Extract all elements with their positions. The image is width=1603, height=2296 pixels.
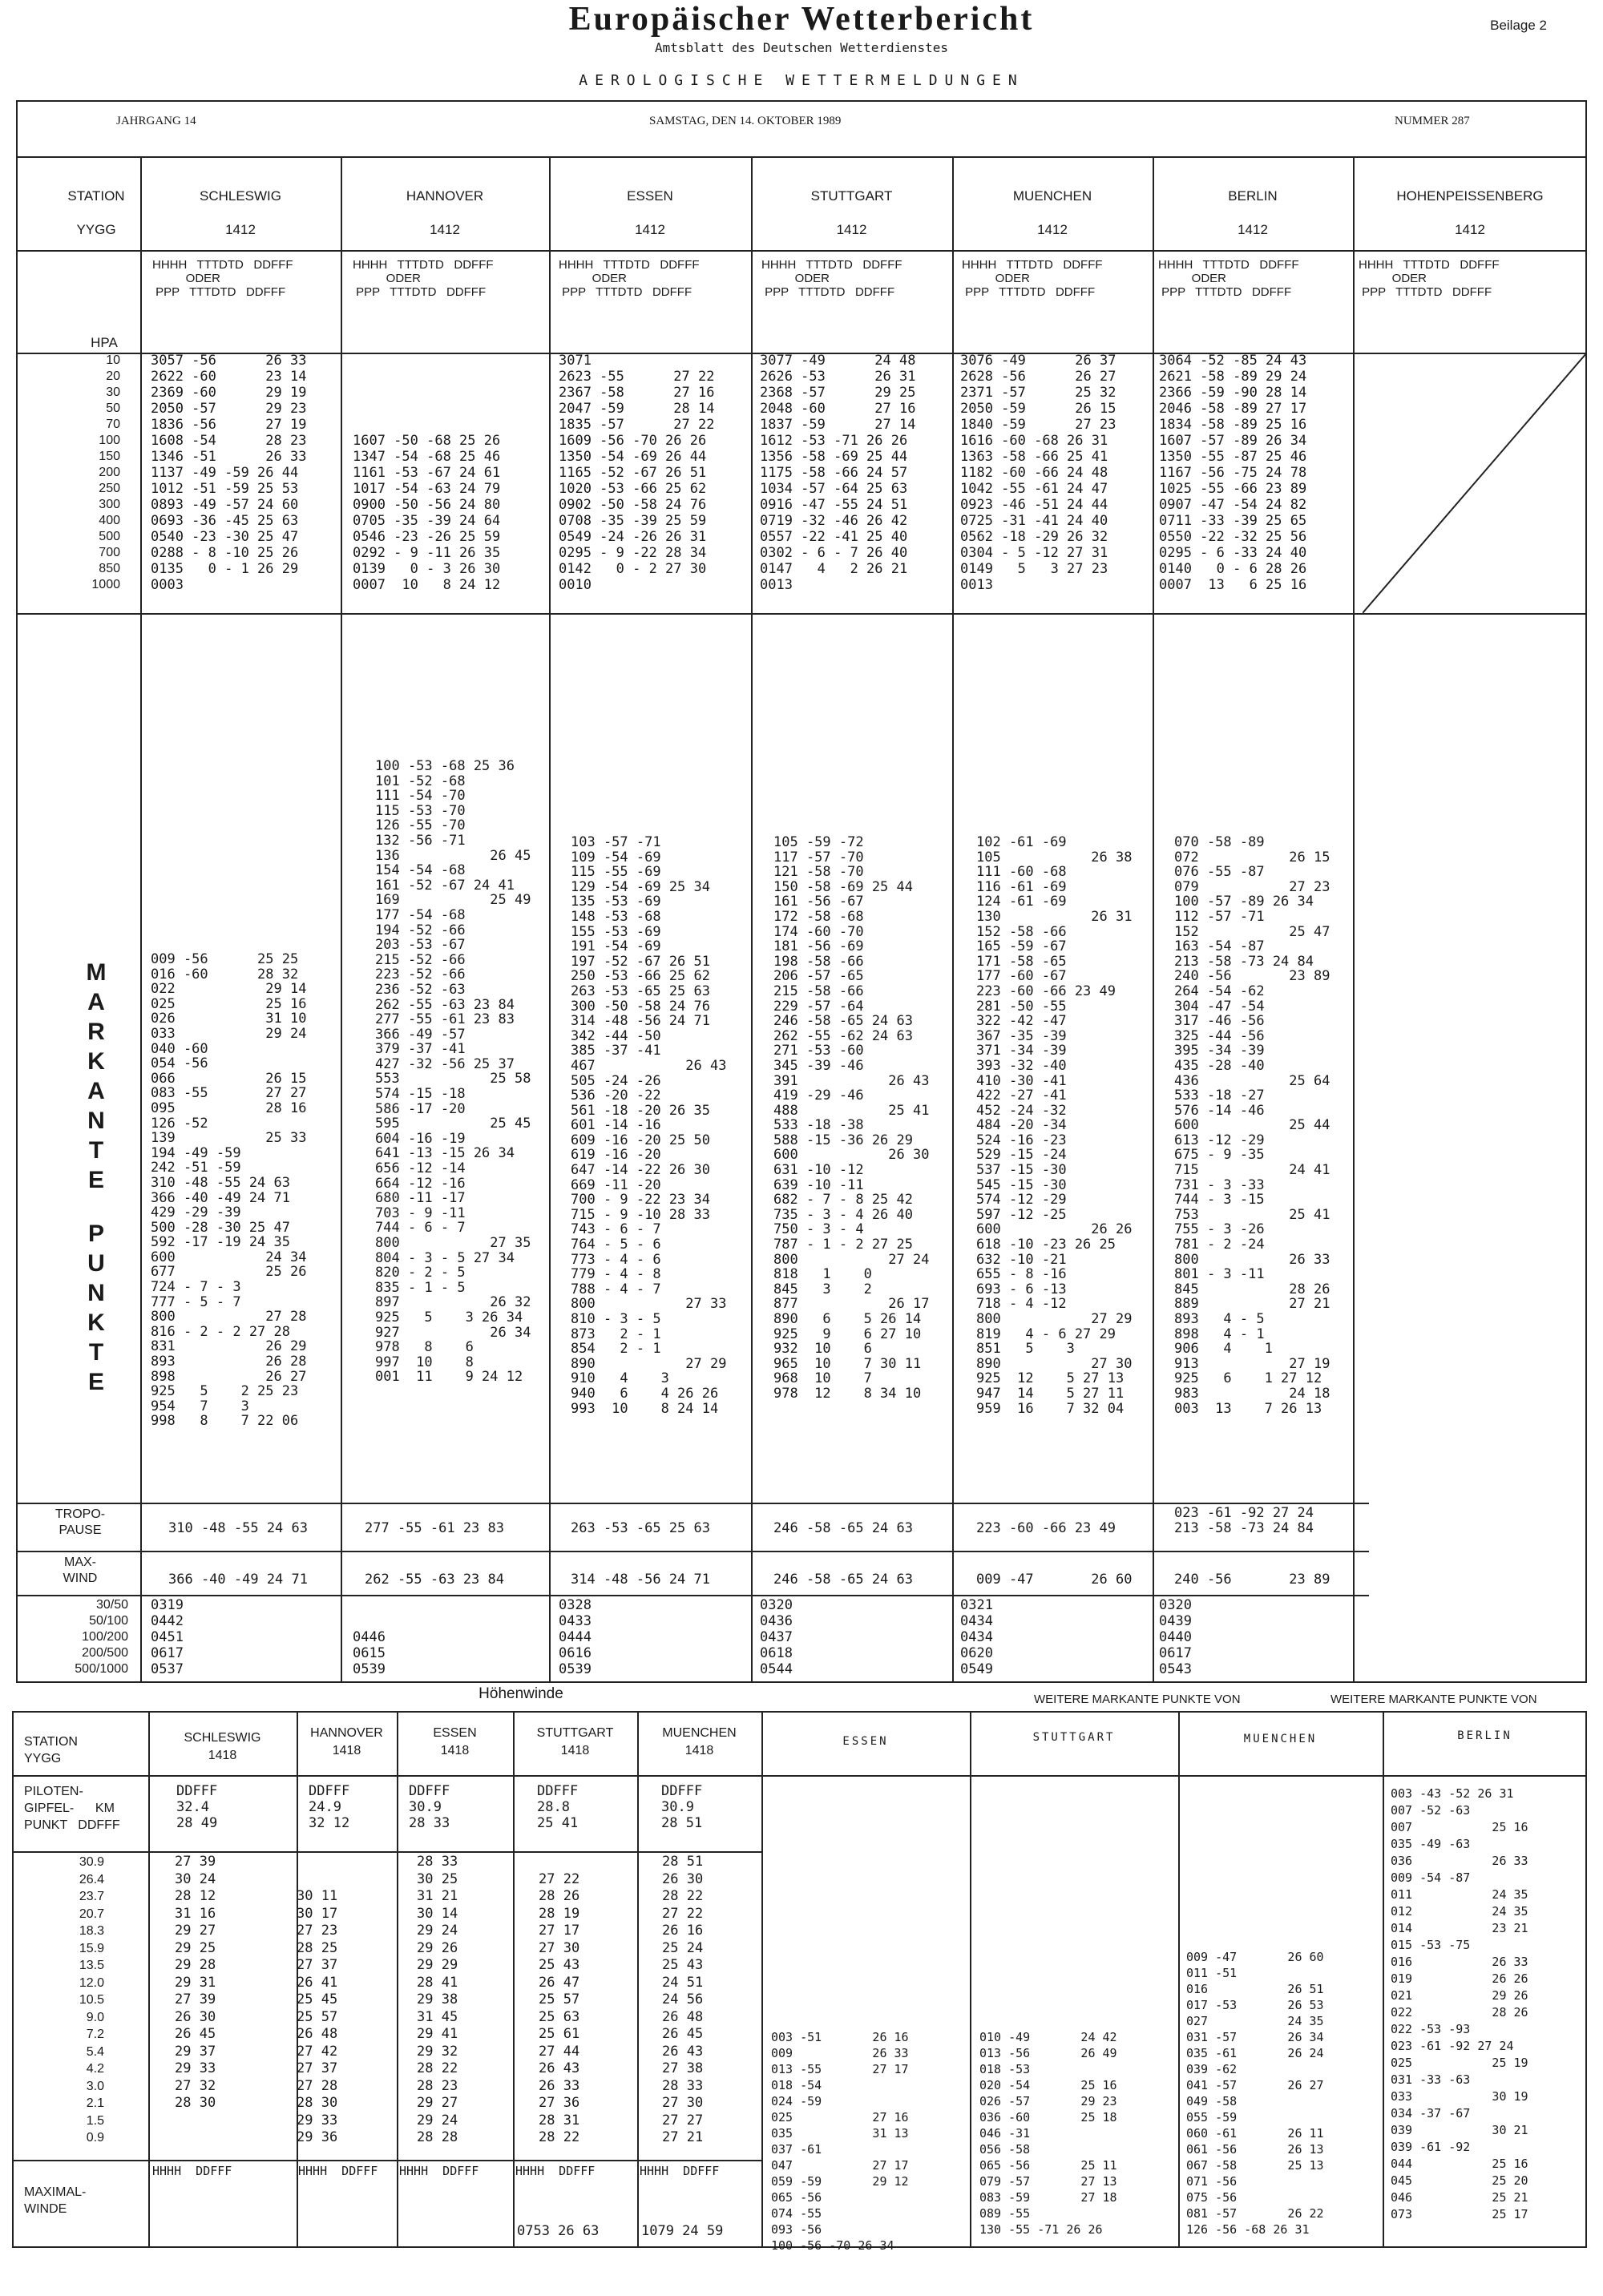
station-yygg: 1412 xyxy=(1037,222,1068,237)
column-header: HHHH TTTDTD DDFFF ODER PPP TTTDTD DDFFF xyxy=(152,258,293,299)
maxwind-head: HHHH DDFFF xyxy=(298,2164,378,2178)
jahrgang: JAHRGANG 14 xyxy=(116,115,196,127)
hw-col-line xyxy=(397,1711,398,2248)
maxwind-stuttgart: 246 -58 -65 24 63 xyxy=(773,1572,913,1588)
hw-col-line xyxy=(1383,1711,1384,2248)
tropopause-label: TROPO- PAUSE xyxy=(55,1507,106,1537)
significant-points-stuttgart: 105 -59 -72 117 -57 -70 121 -58 -70 150 -58 -69 25 44 161 -56 -67 172 -58 -68 174 -60 -70 181 -56 -69 198 -58 -66 206 -57 -65 215 -58 -66 229 -57 -64 246 -58 -65 24 63 262 -55 -62 24 63 271 -53 -60 345 -39 -46 391 26 43 419 -29 -46 488 25 41 533 -18 -38 588 -15 -36 26 29 600 26 30 631 -10 -12 639 -10 -11 682 - 7 - 8 25 42 735 - 3 - 4 26 40 750 - 3 - 4 787 - 1 - 2 27 25 800 27 24 818 1 0 845 3 2 877 26 17 890 6 5 26 14 925 9 6 27 10 932 10 6 965 10 7 30 11 968 10 7 978 12 8 34 10 xyxy=(773,834,930,1402)
more-points-muenchen: 009 -47 26 60 011 -51 016 26 51 017 -53 26 53 027 24 35 031 -57 26 34 035 -61 26 24 039 -62 041 -57 26 27 049 -58 055 -59 060 -61 26 11 061 -56 26 13 067 -58 25 13 071 -56 075 -56 081 -57 26 22 126 -56 -68 26 31 xyxy=(1186,1950,1324,2237)
station-name: SCHLESWIG xyxy=(199,188,282,204)
newspaper-subtitle: Amtsblatt des Deutschen Wetterdienstes xyxy=(654,40,949,55)
letter: M xyxy=(86,959,107,986)
station-name: MUENCHEN xyxy=(1012,188,1092,204)
letter: K xyxy=(87,1048,105,1075)
station-name: ESSEN xyxy=(627,188,673,204)
standard-levels-berlin: 3064 -52 -85 24 43 2621 -58 -89 29 24 2366 -59 -90 28 14 2046 -58 -89 27 17 1834 -58 -89 25 16 1607 -57 -89 26 34 1350 -55 -87 25 46 1167 -56 -75 24 78 1025 -55 -66 23 89 0907 -47 -54 24 82 0711 -33 -39 25 65 0550 -22 -32 25 56 0295 - 6 -33 24 40 0140 0 - 6 28 26 0007 13 6 25 16 xyxy=(1159,353,1307,593)
hw-station-name: HANNOVER xyxy=(310,1726,383,1740)
letter: T xyxy=(88,1137,104,1164)
column-header: HHHH TTTDTD DDFFF ODER PPP TTTDTD DDFFF xyxy=(761,258,902,299)
col-line xyxy=(952,156,954,1683)
more-points-stuttgart: 010 -49 24 42 013 -56 26 49 018 -53 020 -54 25 16 026 -57 29 23 036 -60 25 18 046 -31 056 -58 065 -56 25 11 079 -57 27 13 083 -59 27 18 089 -55 130 -55 -71 26 26 xyxy=(979,2030,1117,2237)
station-yygg: 1412 xyxy=(1455,222,1485,237)
letter: T xyxy=(88,1339,104,1366)
yygg-label: YYGG xyxy=(76,222,116,237)
tropopause-hannover: 277 -55 -61 23 83 xyxy=(365,1520,504,1536)
hw-row-line xyxy=(12,1851,761,1853)
maxwind-muenchen: 009 -47 26 60 xyxy=(976,1572,1133,1588)
standard-levels-stuttgart: 3077 -49 24 48 2626 -53 26 31 2368 -57 29 25 2048 -60 27 16 1837 -59 27 14 1612 -53 -71 26 26 1356 -58 -69 25 44 1175 -58 -66 24 57 1034 -57 -64 25 63 0916 -47 -55 24 51 0719 -32 -46 26 42 0557 -22 -41 25 40 0302 - 6 - 7 26 40 0147 4 2 26 21 0013 xyxy=(760,353,916,593)
maxwind-head: HHHH DDFFF xyxy=(640,2164,720,2178)
standard-levels-essen: 3071 2623 -55 27 22 2367 -58 27 16 2047 -59 28 14 1835 -57 27 22 1609 -56 -70 26 26 1350 -54 -69 26 44 1165 -52 -67 26 51 1020 -53 -66 25 62 0902 -50 -58 24 76 0708 -35 -39 25 59 0549 -24 -26 26 31 0295 - 9 -22 28 34 0142 0 - 2 27 30 0010 xyxy=(559,353,715,593)
column-header: HHHH TTTDTD DDFFF ODER PPP TTTDTD DDFFF xyxy=(559,258,700,299)
letter: A xyxy=(87,989,105,1015)
tropopause-stuttgart: 246 -58 -65 24 63 xyxy=(773,1520,913,1536)
hw-station-label: STATION YYGG xyxy=(24,1735,78,1765)
hw-station-yygg: 1418 xyxy=(440,1744,470,1757)
hw-station-name: SCHLESWIG xyxy=(184,1731,261,1745)
more-points-header: ESSEN xyxy=(842,1735,889,1748)
layers-muenchen: 0321 0434 0434 0620 0549 xyxy=(960,1597,993,1677)
row-line xyxy=(16,250,1587,252)
tropopause-muenchen: 223 -60 -66 23 49 xyxy=(976,1520,1116,1536)
pilot-essen: DDFFF 30.9 28 33 xyxy=(409,1783,450,1831)
hw-levels-essen: 28 33 30 25 31 21 30 14 29 24 29 26 29 29 28 41 29 38 31 45 29 41 29 32 28 22 28 23 29 27 29 24 28 28 xyxy=(417,1854,458,2145)
hw-station-yygg: 1418 xyxy=(684,1744,714,1757)
issue-number: NUMMER 287 xyxy=(1395,115,1470,127)
maxwind-stuttgart-value: 1079 24 59 xyxy=(641,2223,724,2239)
station-name: HANNOVER xyxy=(406,188,484,204)
col-line xyxy=(1353,156,1355,1683)
maxwind-head: HHHH DDFFF xyxy=(515,2164,596,2178)
station-label: STATION xyxy=(67,188,125,204)
station-name: STUTTGART xyxy=(810,188,893,204)
hw-station-yygg: 1418 xyxy=(332,1744,361,1757)
maxwind-head: HHHH DDFFF xyxy=(399,2164,479,2178)
hw-col-line xyxy=(970,1711,971,2248)
station-yygg: 1412 xyxy=(836,222,867,237)
row-line xyxy=(16,1503,1369,1504)
layer-label: 30/50 50/100 100/200 200/500 500/1000 xyxy=(75,1598,128,1676)
row-line xyxy=(16,1595,1369,1596)
standard-levels-schleswig: 3057 -56 26 33 2622 -60 23 14 2369 -60 29 19 2050 -57 29 23 1836 -56 27 19 1608 -54 28 23 1346 -51 26 33 1137 -49 -59 26 44 1012 -51 -59 25 53 0893 -49 -57 24 60 0693 -36 -45 25 63 0540 -23 -30 25 47 0288 - 8 -10 25 26 0135 0 - 1 26 29 0003 xyxy=(151,353,307,593)
letter xyxy=(72,1195,120,1219)
letter: A xyxy=(87,1078,105,1104)
maxwind-head: HHHH DDFFF xyxy=(152,2164,232,2178)
layers-schleswig: 0319 0442 0451 0617 0537 xyxy=(151,1597,184,1677)
letter: N xyxy=(87,1108,105,1134)
hw-col-line xyxy=(1178,1711,1180,2248)
beilage-label: Beilage 2 xyxy=(1490,18,1547,33)
column-header: HHHH TTTDTD DDFFF ODER PPP TTTDTD DDFFF xyxy=(962,258,1103,299)
row-line xyxy=(16,613,1587,615)
station-name: HOHENPEISSENBERG xyxy=(1396,188,1544,204)
column-header: HHHH TTTDTD DDFFF ODER PPP TTTDTD DDFFF xyxy=(1158,258,1299,299)
tropopause-berlin: 023 -61 -92 27 24 213 -58 -73 24 84 xyxy=(1174,1505,1314,1536)
letter: N xyxy=(87,1280,105,1306)
hw-station-name: MUENCHEN xyxy=(662,1726,737,1740)
more-points-header: BERLIN xyxy=(1457,1729,1512,1742)
layers-stuttgart: 0320 0436 0437 0618 0544 xyxy=(760,1597,793,1677)
hw-station-name: ESSEN xyxy=(433,1726,477,1740)
more-points-header: MUENCHEN xyxy=(1243,1733,1318,1745)
station-yygg: 1412 xyxy=(225,222,256,237)
pilot-muenchen: DDFFF 30.9 28 51 xyxy=(661,1783,703,1831)
letter: U xyxy=(87,1250,105,1277)
section-title: AEROLOGISCHE WETTERMELDUNGEN xyxy=(579,72,1024,89)
piloten-label: PILOTEN- GIPFEL- KM PUNKT DDFFF xyxy=(24,1785,120,1832)
maxwind-hannover: 262 -55 -63 23 84 xyxy=(365,1572,504,1588)
layers-hannover: 0446 0615 0539 xyxy=(353,1629,386,1677)
hw-col-line xyxy=(637,1711,639,2248)
maxwind-essen-value: 0753 26 63 xyxy=(517,2223,600,2239)
letter: E xyxy=(87,1369,104,1395)
weitere-markante-1: WEITERE MARKANTE PUNKTE VON xyxy=(1034,1693,1241,1706)
hw-station-yygg: 1418 xyxy=(208,1749,237,1762)
newspaper-title: Europäischer Wetterbericht xyxy=(568,1,1035,38)
pilot-schleswig: DDFFF 32.4 28 49 xyxy=(176,1783,218,1831)
maxwind-berlin: 240 -56 23 89 xyxy=(1174,1572,1330,1588)
hpa-levels: 10 20 30 50 70 100 150 200 250 300 400 500 700 850 1000 xyxy=(91,353,120,591)
station-yygg: 1412 xyxy=(635,222,665,237)
hpa-label: HPA xyxy=(91,335,118,350)
station-yygg: 1412 xyxy=(430,222,460,237)
hw-levels-stuttgart: 27 22 28 26 28 19 27 17 27 30 25 43 26 47 25 57 25 63 25 61 27 44 26 43 26 33 27 36 28 31 28 22 xyxy=(539,1870,580,2145)
significant-points-hannover: 100 -53 -68 25 36 101 -52 -68 111 -54 -70 115 -53 -70 126 -55 -70 132 -56 -71 136 26 45 154 -54 -68 161 -52 -67 24 41 169 25 49 177 -54 -68 194 -52 -66 203 -53 -67 215 -52 -66 223 -52 -66 236 -52 -63 262 -55 -63 23 84 277 -55 -61 23 83 366 -49 -57 379 -37 -41 427 -32 -56 25 37 553 25 58 574 -15 -18 586 -17 -20 595 25 45 604 -16 -19 641 -13 -15 26 34 656 -12 -14 664 -12 -16 680 -11 -17 703 - 9 -11 744 - 6 - 7 800 27 35 804 - 3 - 5 27 34 820 - 2 - 5 835 - 1 - 5 897 26 32 925 5 3 26 34 927 26 34 978 8 6 997 10 8 001 11 9 24 12 xyxy=(375,758,531,1386)
issue-date: SAMSTAG, DEN 14. OKTOBER 1989 xyxy=(649,115,842,127)
letter: E xyxy=(87,1167,104,1193)
significant-points-berlin: 070 -58 -89 072 26 15 076 -55 -87 079 27 23 100 -57 -89 26 34 112 -57 -71 152 25 47 163 -54 -87 213 -58 -73 24 84 240 -56 23 89 264 -54 -62 304 -47 -54 317 -46 -56 325 -44 -56 395 -34 -39 435 -28 -40 436 25 64 533 -18 -27 576 -14 -46 600 25 44 613 -12 -29 675 - 9 -35 715 24 41 731 - 3 -33 744 - 3 -15 753 25 41 755 - 3 -26 781 - 2 -24 800 26 33 801 - 3 -11 845 28 26 889 27 21 893 4 - 5 898 4 - 1 906 4 1 913 27 19 925 6 1 27 12 983 24 18 003 13 7 26 13 xyxy=(1174,834,1330,1417)
hw-station-name: STUTTGART xyxy=(536,1726,614,1740)
station-name: BERLIN xyxy=(1228,188,1278,204)
standard-levels-hannover: 1607 -50 -68 25 26 1347 -54 -68 25 46 1161 -53 -67 24 61 1017 -54 -63 24 79 0900 -50 -56 24 80 0705 -35 -39 24 64 0546 -23 -26 25 59 0292 - 9 -11 26 35 0139 0 - 3 26 30 0007 10 8 24 12 xyxy=(353,433,501,593)
maxwind-essen: 314 -48 -56 24 71 xyxy=(571,1572,710,1588)
km-levels: 30.9 26.4 23.7 20.7 18.3 15.9 13.5 12.0 10.5 9.0 7.2 5.4 4.2 3.0 2.1 1.5 0.9 xyxy=(79,1855,104,2145)
significant-points-muenchen: 102 -61 -69 105 26 38 111 -60 -68 116 -61 -69 124 -61 -69 130 26 31 152 -58 -66 165 -59 -67 171 -58 -65 177 -60 -67 223 -60 -66 23 49 281 -50 -55 322 -42 -47 367 -35 -39 371 -34 -39 393 -32 -40 410 -30 -41 422 -27 -41 452 -24 -32 484 -20 -34 524 -16 -23 529 -15 -24 537 -15 -30 545 -15 -30 574 -12 -29 597 -12 -25 600 26 26 618 -10 -23 26 25 632 -10 -21 655 - 8 -16 693 - 6 -13 718 - 4 -12 800 27 29 819 4 - 6 27 29 851 5 3 890 27 30 925 12 5 27 13 947 14 5 27 11 959 16 7 32 04 xyxy=(976,834,1133,1417)
no-data-diagonal xyxy=(1363,353,1587,613)
more-points-header: STUTTGART xyxy=(1032,1731,1116,1744)
hw-levels-muenchen: 28 51 26 30 28 22 27 22 26 16 25 24 25 43 24 51 24 56 26 48 26 45 26 43 27 38 28 33 27 30 27 27 27 21 xyxy=(662,1854,704,2145)
hw-station-yygg: 1418 xyxy=(560,1744,590,1757)
hw-row-line xyxy=(12,2160,761,2161)
maxwind-schleswig: 366 -40 -49 24 71 xyxy=(168,1572,308,1588)
maximal-winde-label: MAXIMAL- WINDE xyxy=(24,2185,87,2216)
standard-levels-muenchen: 3076 -49 26 37 2628 -56 26 27 2371 -57 25 32 2050 -59 26 15 1840 -59 27 23 1616 -60 -68 26 31 1363 -58 -66 25 41 1182 -60 -66 24 48 1042 -55 -61 24 47 0923 -46 -51 24 44 0725 -31 -41 24 40 0562 -18 -29 26 32 0304 - 5 -12 27 31 0149 5 3 27 23 0013 xyxy=(960,353,1116,593)
hw-col-line xyxy=(761,1711,763,2248)
col-line xyxy=(140,156,142,1683)
hw-col-line xyxy=(148,1711,150,2248)
tropopause-essen: 263 -53 -65 25 63 xyxy=(571,1520,710,1536)
layers-berlin: 0320 0439 0440 0617 0543 xyxy=(1159,1597,1192,1677)
letter: K xyxy=(87,1309,105,1336)
row-line xyxy=(16,1551,1369,1552)
tropopause-schleswig: 310 -48 -55 24 63 xyxy=(168,1520,308,1536)
hw-row-line xyxy=(12,1775,1587,1777)
more-points-berlin: 003 -43 -52 26 31 007 -52 -63 007 25 16 035 -49 -63 036 26 33 009 -54 -87 011 24 35 012 24 35 014 23 21 015 -53 -75 016 26 33 019 26 26 021 29 26 022 28 26 022 -53 -93 023 -61 -92 27 24 025 25 19 031 -33 -63 033 30 19 034 -37 -67 039 30 21 039 -61 -92 044 25 16 045 25 20 046 25 21 073 25 17 xyxy=(1391,1786,1528,2221)
frame-divider xyxy=(16,156,1587,158)
weitere-markante-2: WEITERE MARKANTE PUNKTE VON xyxy=(1330,1693,1537,1706)
col-line xyxy=(751,156,753,1683)
maxwind-label: MAX- WIND xyxy=(63,1556,98,1585)
column-header: HHHH TTTDTD DDFFF ODER PPP TTTDTD DDFFF xyxy=(353,258,494,299)
markante-punkte-label xyxy=(72,958,120,1397)
hw-col-line xyxy=(513,1711,515,2248)
station-yygg: 1412 xyxy=(1238,222,1268,237)
col-line xyxy=(341,156,342,1683)
col-line xyxy=(1153,156,1154,1683)
letter: P xyxy=(87,1221,104,1247)
pilot-hannover: DDFFF 24.9 32 12 xyxy=(309,1783,350,1831)
column-header: HHHH TTTDTD DDFFF ODER PPP TTTDTD DDFFF xyxy=(1359,258,1500,299)
letter: R xyxy=(87,1019,105,1045)
hoehenwinde-title: Höhenwinde xyxy=(478,1685,563,1702)
hw-levels-schleswig: 27 39 30 24 28 12 31 16 29 27 29 25 29 28 29 31 27 39 26 30 26 45 29 37 29 33 27 32 28 30 xyxy=(175,1854,216,2111)
more-points-essen: 003 -51 26 16 009 26 33 013 -55 27 17 018 -54 024 -59 025 27 16 035 31 13 037 -61 047 27 17 059 -59 29 12 065 -56 074 -55 093 -56 100 -56 -70 26 34 xyxy=(771,2030,909,2253)
hw-levels-hannover: 30 11 30 17 27 23 28 25 27 37 26 41 25 45 25 57 26 48 27 42 27 37 27 28 28 30 29 33 29 36 xyxy=(297,1888,338,2145)
significant-points-schleswig: 009 -56 25 25 016 -60 28 32 022 29 14 025 25 16 026 31 10 033 29 24 040 -60 054 -56 066 26 15 083 -55 27 27 095 28 16 126 -52 139 25 33 194 -49 -59 242 -51 -59 310 -48 -55 24 63 366 -40 -49 24 71 429 -29 -39 500 -28 -30 25 47 592 -17 -19 24 35 600 24 34 677 25 26 724 - 7 - 3 777 - 5 - 7 800 27 28 816 - 2 - 2 27 28 831 26 29 893 26 28 898 26 27 925 5 2 25 23 954 7 3 998 8 7 22 06 xyxy=(151,951,307,1430)
pilot-stuttgart: DDFFF 28.8 25 41 xyxy=(537,1783,579,1831)
col-line xyxy=(549,156,551,1683)
significant-points-essen: 103 -57 -71 109 -54 -69 115 -55 -69 129 -54 -69 25 34 135 -53 -69 148 -53 -68 155 -53 -69 191 -54 -69 197 -52 -67 26 51 250 -53 -66 25 62 263 -53 -65 25 63 300 -50 -58 24 76 314 -48 -56 24 71 342 -44 -50 385 -37 -41 467 26 43 505 -24 -26 536 -20 -22 561 -18 -20 26 35 601 -14 -16 609 -16 -20 25 50 619 -16 -20 647 -14 -22 26 30 669 -11 -20 700 - 9 -22 23 34 715 - 9 -10 28 33 743 - 6 - 7 764 - 5 - 6 773 - 4 - 6 779 - 4 - 8 788 - 4 - 7 800 27 33 810 - 3 - 5 873 2 - 1 854 2 - 1 890 27 29 910 4 3 940 6 4 26 26 993 10 8 24 14 xyxy=(571,834,727,1417)
layers-essen: 0328 0433 0444 0616 0539 xyxy=(559,1597,592,1677)
